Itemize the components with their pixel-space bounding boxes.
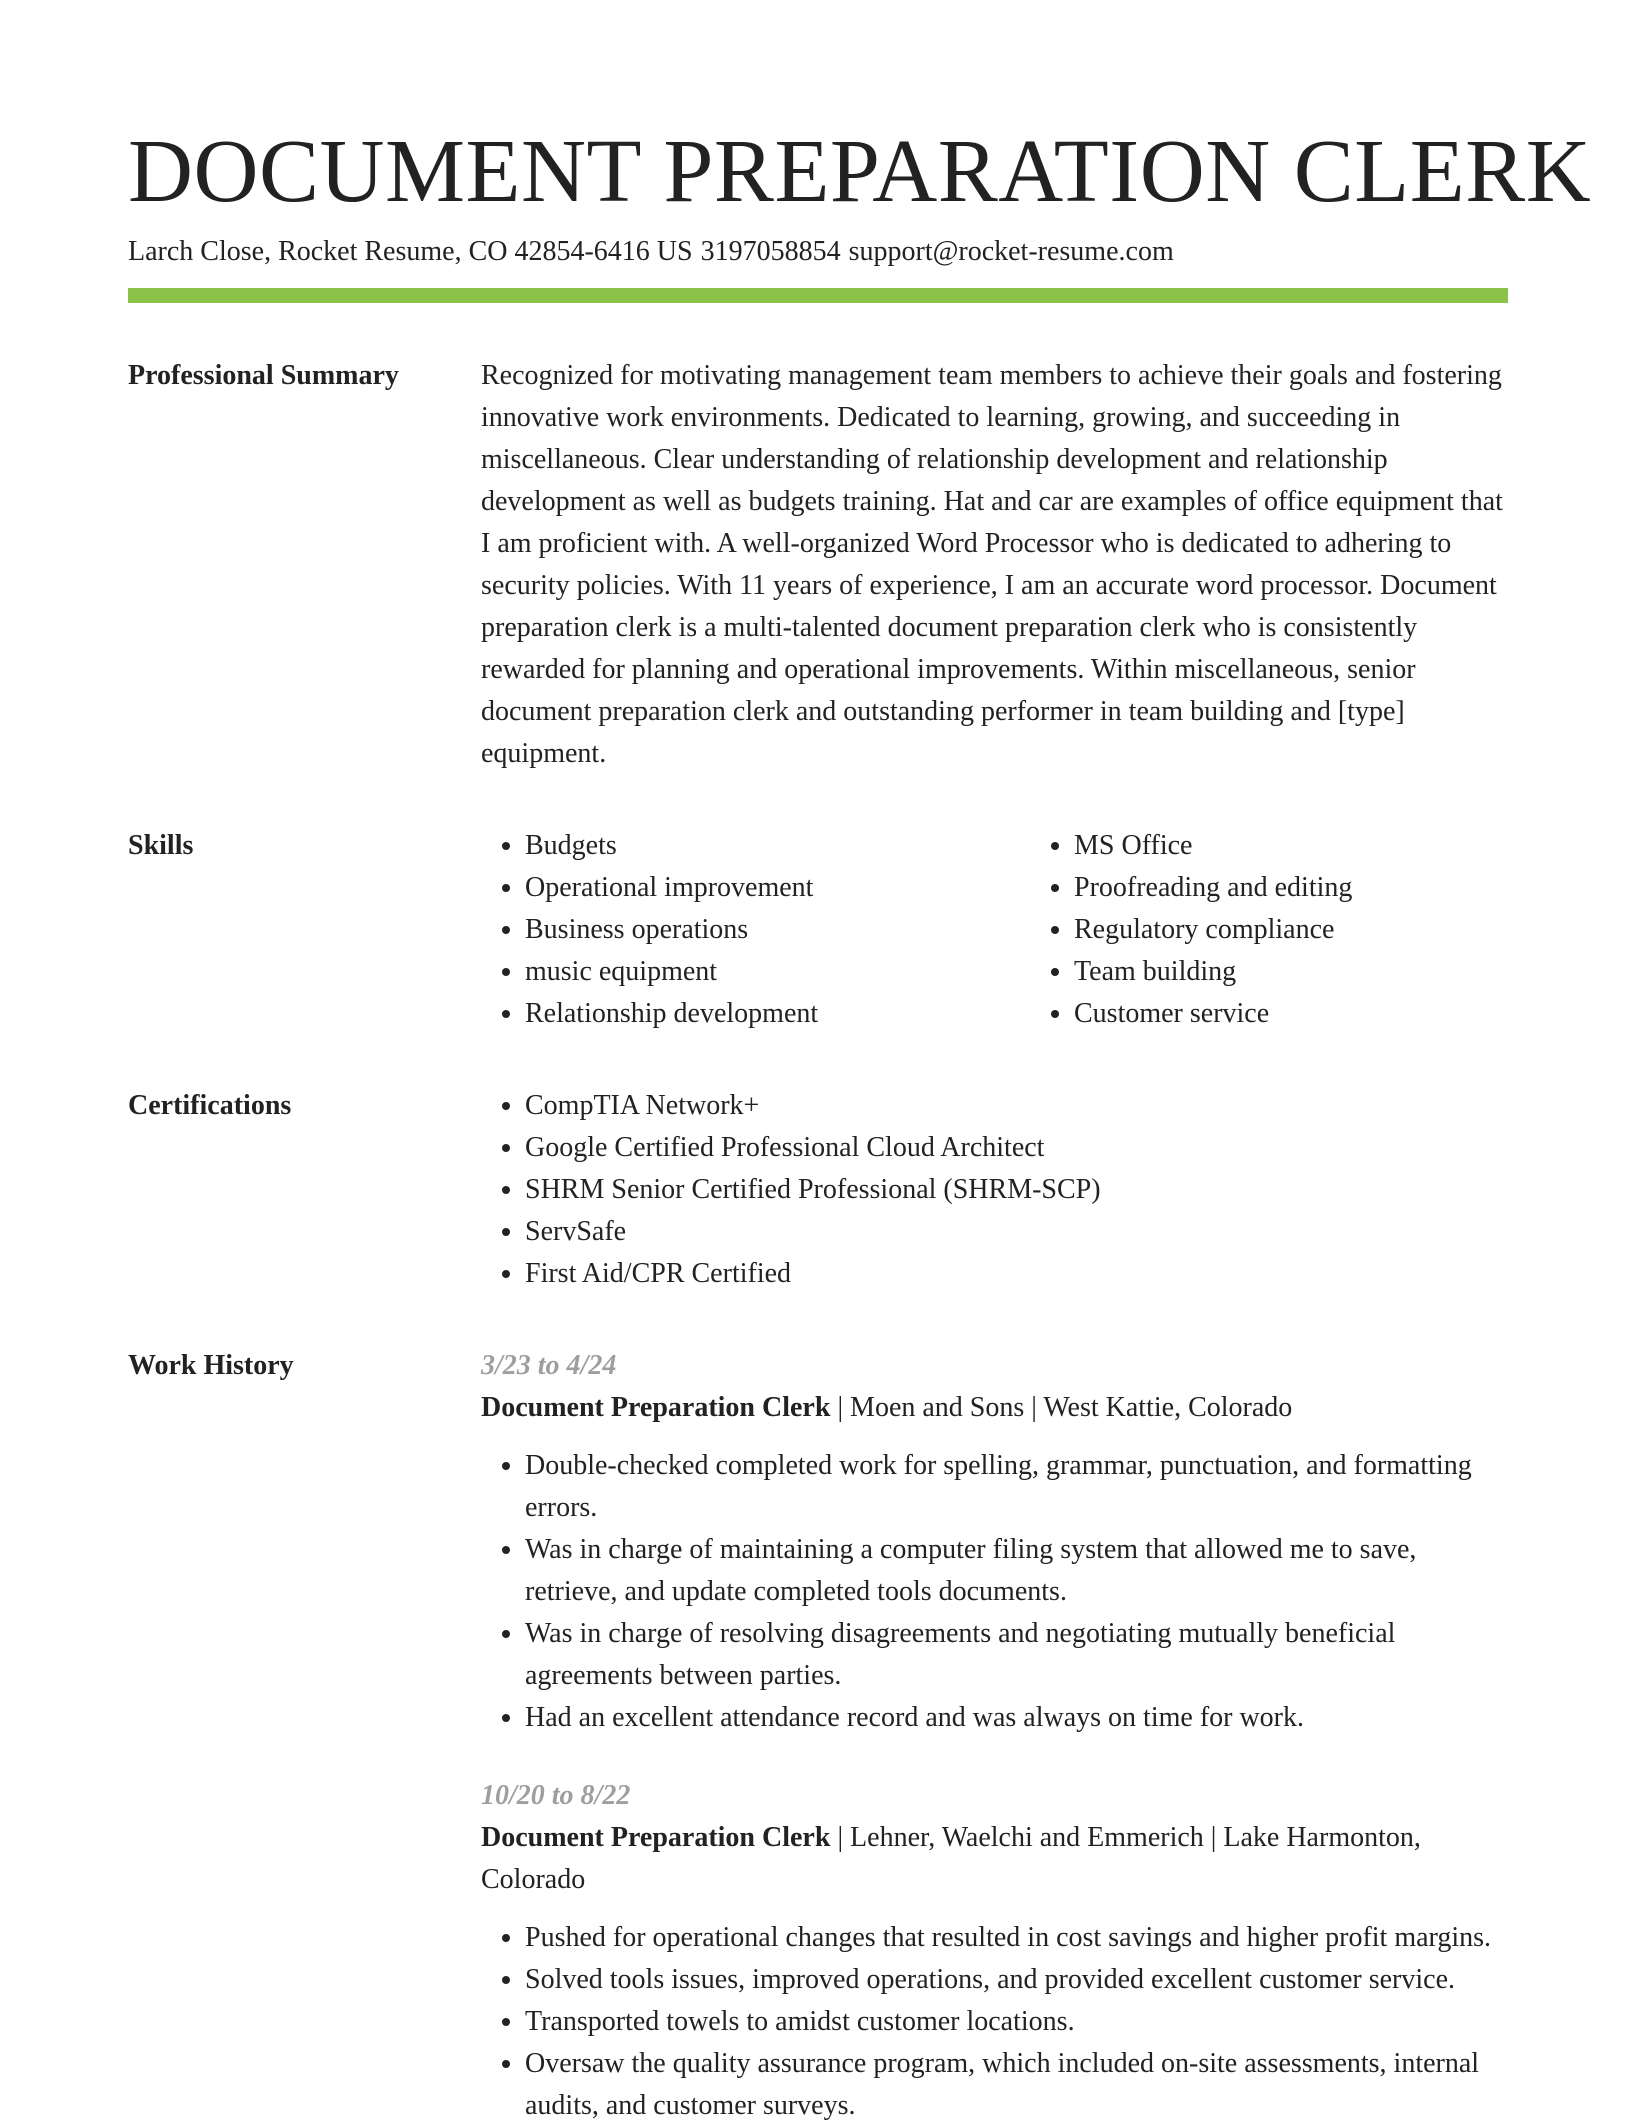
job-bullets [481, 1917, 1508, 2127]
list-item: • Customer service [1074, 993, 1579, 1035]
list-item: • Budgets [525, 825, 1030, 867]
list-item: • Google Certified Professional Cloud Architect [525, 1127, 1508, 1169]
section-label: Certifications [128, 1090, 292, 1121]
section-label: Professional Summary [128, 360, 399, 391]
job-bullets [481, 1445, 1508, 1739]
list-item: • SHRM Senior Certified Professional (SHRM-SCP) [525, 1169, 1508, 1211]
job-heading [481, 1817, 1508, 1901]
list-item: • Business operations [525, 909, 1030, 951]
job-title: Document Preparation Clerk [481, 1392, 831, 1423]
list-item: • MS Office [1074, 825, 1579, 867]
certifications-section [128, 1085, 1508, 1295]
job-dates: 3/23 to 4/24 [481, 1350, 617, 1381]
job-entry [481, 1775, 1508, 2127]
contact-email: support@rocket-resume.com [848, 236, 1174, 267]
certifications-content [481, 1085, 1508, 1295]
list-item: • Relationship development [525, 993, 1030, 1035]
job-entry [481, 1345, 1508, 1739]
list-item: • Was in charge of resolving disagreements and negotiating mutually beneficial agreements between parties. [525, 1613, 1508, 1697]
list-item: • Team building [1074, 951, 1579, 993]
list-item: • Pushed for operational changes that resulted in cost savings and higher profit margins. [525, 1917, 1508, 1959]
work-history-content [481, 1345, 1508, 2127]
list-item: • Regulatory compliance [1074, 909, 1579, 951]
list-item: • Solved tools issues, improved operations, and provided excellent customer service. [525, 1959, 1508, 2001]
list-item: • Double-checked completed work for spelling, grammar, punctuation, and formatting errors. [525, 1445, 1508, 1529]
list-item: • Oversaw the quality assurance program, which included on-site assessments, internal audits, and customer surveys. [525, 2043, 1508, 2127]
certifications-list [481, 1085, 1508, 1295]
summary-text: Recognized for motivating management team members to achieve their goals and fostering innovative work environments. Dedicated to learning, growing, and succeeding in miscellaneous. Clear understanding of relationship development and relationship development as well as budgets training. Hat and car are examples of office equipment that I am proficient with. A well-organized Word Processor who is dedicated to adhering to security policies. With 11 years of experience, I am an accurate word processor. Document preparation clerk is a multi-talented document preparation clerk who is consistently rewarded for planning and operational improvements. Within miscellaneous, senior document preparation clerk and outstanding performer in team building and [type] equipment. [481, 360, 1503, 769]
accent-divider [128, 288, 1508, 303]
list-item: • CompTIA Network+ [525, 1085, 1508, 1127]
section-label: Work History [128, 1350, 294, 1381]
skills-list-left [481, 825, 1030, 1035]
list-item: • ServSafe [525, 1211, 1508, 1253]
skills-section [128, 825, 1508, 1035]
work-history-section [128, 1345, 1508, 2127]
summary-content [481, 355, 1508, 775]
skills-list-right [1030, 825, 1579, 1035]
list-item: • Transported towels to amidst customer locations. [525, 2001, 1508, 2043]
contact-phone: 3197058854 [700, 236, 841, 267]
resume-page [128, 122, 1592, 2127]
list-item: • music equipment [525, 951, 1030, 993]
candidate-name: DOCUMENT PREPARATION CLERK [128, 122, 1592, 221]
job-details: | Moen and Sons | West Kattie, Colorado [830, 1392, 1293, 1423]
job-details: | Lehner, Waelchi and Emmerich | Lake Harmonton, Colorado [481, 1822, 1421, 1895]
job-heading [481, 1387, 1508, 1429]
list-item: • Proofreading and editing [1074, 867, 1579, 909]
list-item: • Had an excellent attendance record and was always on time for work. [525, 1697, 1508, 1739]
contact-address: Larch Close, Rocket Resume, CO 42854-6416 US [128, 236, 693, 267]
section-label: Skills [128, 830, 194, 861]
contact-line [128, 234, 1508, 270]
list-item: • Operational improvement [525, 867, 1030, 909]
job-dates: 10/20 to 8/22 [481, 1780, 631, 1811]
list-item: • First Aid/CPR Certified [525, 1253, 1508, 1295]
skills-content [481, 825, 1579, 1035]
summary-section [128, 355, 1508, 775]
list-item: • Was in charge of maintaining a computer filing system that allowed me to save, retrieve, and update completed tools documents. [525, 1529, 1508, 1613]
job-title: Document Preparation Clerk [481, 1822, 831, 1853]
